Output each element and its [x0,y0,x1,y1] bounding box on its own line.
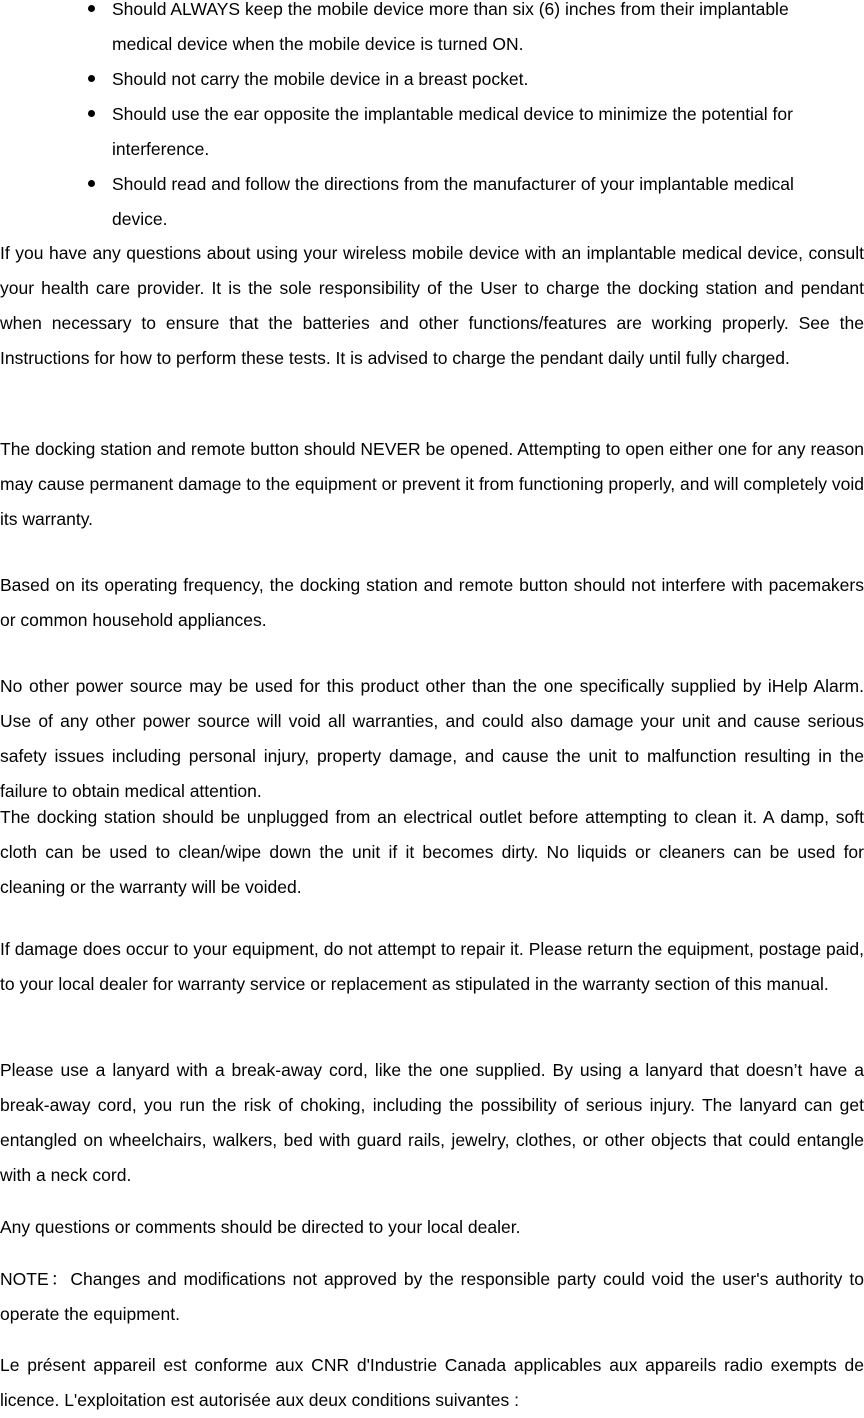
paragraph-power-source: No other power source may be used for this product other than the one specifically supplied by iHelp Alarm. Use of any other power source will void all warranties, and could also damage your unit and cause serious safety issues including personal injury, property damage, and cause the unit to malfunction resulting in the failure to obtain medical attention. [0,676,864,801]
paragraph-interference: Based on its operating frequency, the docking station and remote button should not interfere with pacemakers or common household appliances. [0,575,864,630]
paragraph-lanyard: Please use a lanyard with a break-away cord, like the one supplied. By using a lanyard that doesn’t have a break-away cord, you run the risk of choking, including the possibility of serious injury. The lanyard can get entangled on wheelchairs, walkers, bed with guard rails, jewelry, clothes, or other objects that could entangle with a neck cord. [0,1060,864,1185]
paragraph-french-notice: Le présent appareil est conforme aux CNR d'Industrie Canada applicables aux appareils radio exempts de licence. L'exploitation est autorisée aux deux conditions suivantes : [0,1355,864,1410]
list-item-text: Should ALWAYS keep the mobile device more than six (6) inches from their implantable medical device when the mobile device is turned ON. [112,0,789,54]
paragraph-do-not-open: The docking station and remote button should NEVER be opened. Attempting to open either one for any reason may cause permanent damage to the equipment or prevent it from functioning properly, and will completely void its warranty. [0,439,864,529]
list-item-text: Should read and follow the directions from the manufacturer of your implantable medical device. [112,174,794,229]
list-item-text: Should not carry the mobile device in a breast pocket. [112,69,529,89]
paragraph-damage: If damage does occur to your equipment, do not attempt to repair it. Please return the equipment, postage paid, to your local dealer for warranty service or replacement as stipulated in the warranty section of this manual. [0,939,864,994]
bullet-icon [88,110,95,117]
paragraph-health-care-provider: If you have any questions about using your wireless mobile device with an implantable medical device, consult your health care provider. It is the sole responsibility of the User to charge the docking station and pendant when necessary to ensure that the batteries and other functions/features are working properly. See the Instructions for how to perform these tests. It is advised to charge the pendant daily until fully charged. [0,243,864,368]
paragraph-questions: Any questions or comments should be directed to your local dealer. [0,1217,521,1237]
paragraph-note: NOTE：Changes and modifications not approved by the responsible party could void the user's authority to operate the equipment. [0,1269,864,1324]
paragraph-cleaning: The docking station should be unplugged from an electrical outlet before attempting to clean it. A damp, soft cloth can be used to clean/wipe down the unit if it becomes dirty. No liquids or cleaners can be used for cleaning or the warranty will be voided. [0,807,864,897]
bullet-icon [88,5,95,12]
list-item-text: Should use the ear opposite the implantable medical device to minimize the potential for interference. [112,104,793,159]
bullet-icon [88,180,95,187]
bullet-icon [88,75,95,82]
